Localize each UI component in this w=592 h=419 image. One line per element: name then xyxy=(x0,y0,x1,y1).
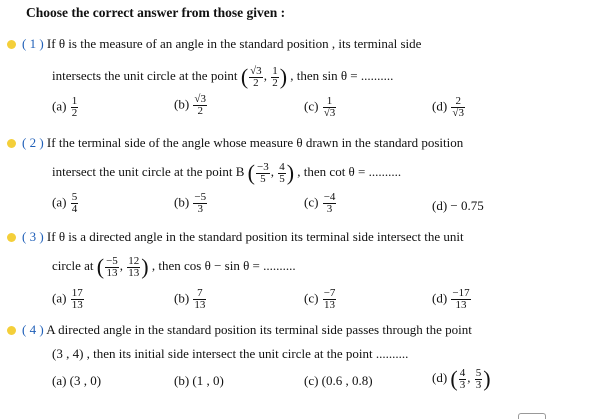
q1-line1 xyxy=(22,36,421,52)
q1-option-a[interactable]: (a) $\frac{1}{2}$ xyxy=(52,95,78,119)
q4-number: ( 4 ) xyxy=(22,322,44,337)
q2-number: ( 2 ) xyxy=(22,135,44,150)
q1-option-c[interactable]: (c) $\frac{1}{√3}$ xyxy=(304,95,336,119)
q3-line2: circle at ( $\frac{-5}{13}$ , $\frac{12}{13}$ ) , then cos θ − sin θ = .......... xyxy=(52,254,296,279)
q3-option-b[interactable]: (b) $\frac{7}{13}$ xyxy=(174,287,206,311)
q2-point-suffix: , then cot θ = .......... xyxy=(297,163,402,179)
q1-point-suffix: , then sin θ = .......... xyxy=(290,67,394,83)
q4-line2: (3 , 4) , then its initial side intersect the unit circle at the point .......... xyxy=(52,346,409,361)
q2-point-x: $\frac{-3}{5}$ xyxy=(257,160,269,185)
worksheet-heading: Choose the correct answer from those given : xyxy=(26,5,286,20)
q2-line1 xyxy=(22,135,463,151)
q1-point-prefix: intersects the unit circle at the point xyxy=(52,67,238,83)
q2-option-c[interactable]: (c) $\frac{-4}{3}$ xyxy=(304,191,336,215)
q3-point-x: $\frac{-5}{13}$ xyxy=(106,254,118,279)
q3-point-prefix: circle at xyxy=(52,257,94,273)
q3-number: ( 3 ) xyxy=(22,229,44,244)
q3-point-suffix: , then cos θ − sin θ = .......... xyxy=(151,257,296,273)
q2-bullet-icon xyxy=(7,139,16,148)
q1-line2: intersects the unit circle at the point ( $\frac{√3}{2}$ , $\frac{1}{2}$ ) , then sin θ = .......... xyxy=(52,64,394,89)
q3-option-d[interactable]: (d) $\frac{-17}{13}$ xyxy=(432,287,470,311)
q2-option-d[interactable]: (d) − 0.75 xyxy=(432,198,484,213)
q2-line2: intersect the unit circle at the point B ( $\frac{-3}{5}$ , $\frac{4}{5}$ ) , then cot θ = .......... xyxy=(52,160,402,185)
q2-text: If the terminal side of the angle whose measure θ drawn in the standard position xyxy=(46,135,464,150)
q2-point-y: $\frac{4}{5}$ xyxy=(279,160,285,185)
q4-text: A directed angle in the standard position its terminal side passes through the point xyxy=(46,322,472,337)
q2-option-b[interactable]: (b) $\frac{-5}{3}$ xyxy=(174,191,207,215)
q3-option-c[interactable]: (c) $\frac{-7}{13}$ xyxy=(304,287,336,311)
q2-point-prefix: intersect the unit circle at the point B xyxy=(52,163,245,179)
q4-option-b[interactable]: (b) (1 , 0) xyxy=(174,373,224,388)
q4-option-c[interactable]: (c) (0.6 , 0.8) xyxy=(304,373,373,388)
q3-option-a[interactable]: (a) $\frac{17}{13}$ xyxy=(52,287,83,311)
q1-point-x: $\frac{√3}{2}$ xyxy=(250,64,262,89)
q1-text: If θ is the measure of an angle in the standard position , its terminal side xyxy=(46,36,422,51)
q2-option-a[interactable]: (a) $\frac{5}{4}$ xyxy=(52,191,78,215)
scroll-tab-icon xyxy=(518,413,546,419)
q4-bullet-icon xyxy=(7,326,16,335)
q3-point-y: $\frac{12}{13}$ xyxy=(128,254,140,279)
q1-option-d[interactable]: (d) $\frac{2}{√3}$ xyxy=(432,95,464,119)
q1-point-y: $\frac{1}{2}$ xyxy=(272,64,278,89)
q1-bullet-icon xyxy=(7,40,16,49)
q1-number: ( 1 ) xyxy=(22,36,44,51)
q3-line1 xyxy=(22,229,464,245)
q4-option-d[interactable]: (d) ( $\frac{4}{3}$ , $\frac{5}{3}$ ) xyxy=(432,366,491,391)
q4-line1 xyxy=(22,322,472,338)
q3-text: If θ is a directed angle in the standard position its terminal side intersect the unit xyxy=(46,229,464,244)
q3-bullet-icon xyxy=(7,233,16,242)
q4-option-a[interactable]: (a) (3 , 0) xyxy=(52,373,102,388)
q1-option-b[interactable]: (b) $\frac{√3}{2}$ xyxy=(174,93,206,117)
